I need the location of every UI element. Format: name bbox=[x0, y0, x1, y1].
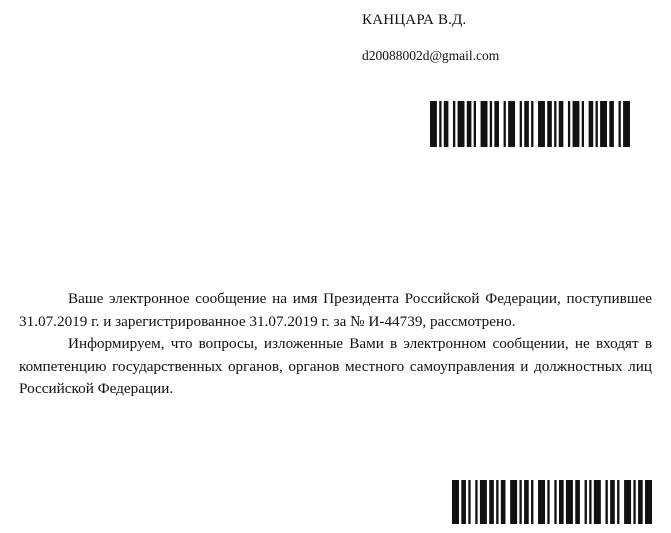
body-paragraph-2: Информируем, что вопросы, изложенные Вами в электронном сообщении, не входят в компетенцию государственных органов, органов местного самоуправления и должностных лиц Российской Федерации. bbox=[19, 335, 652, 397]
barcode-top-graphic bbox=[430, 101, 630, 147]
barcode-bottom-graphic bbox=[452, 480, 652, 524]
body-paragraph-1: Ваше электронное сообщение на имя Президента Российской Федерации, поступившее 31.07.2019 г. и зарегистрированное 31.07.2019 г. за № И-44739, рассмотрено. bbox=[19, 290, 652, 330]
letter-body bbox=[19, 288, 652, 401]
barcode-top bbox=[430, 101, 630, 147]
recipient-name: КАНЦАРА В.Д. bbox=[362, 12, 467, 28]
recipient-email: d20088002d@gmail.com bbox=[362, 48, 500, 63]
barcode-bottom bbox=[452, 480, 652, 524]
